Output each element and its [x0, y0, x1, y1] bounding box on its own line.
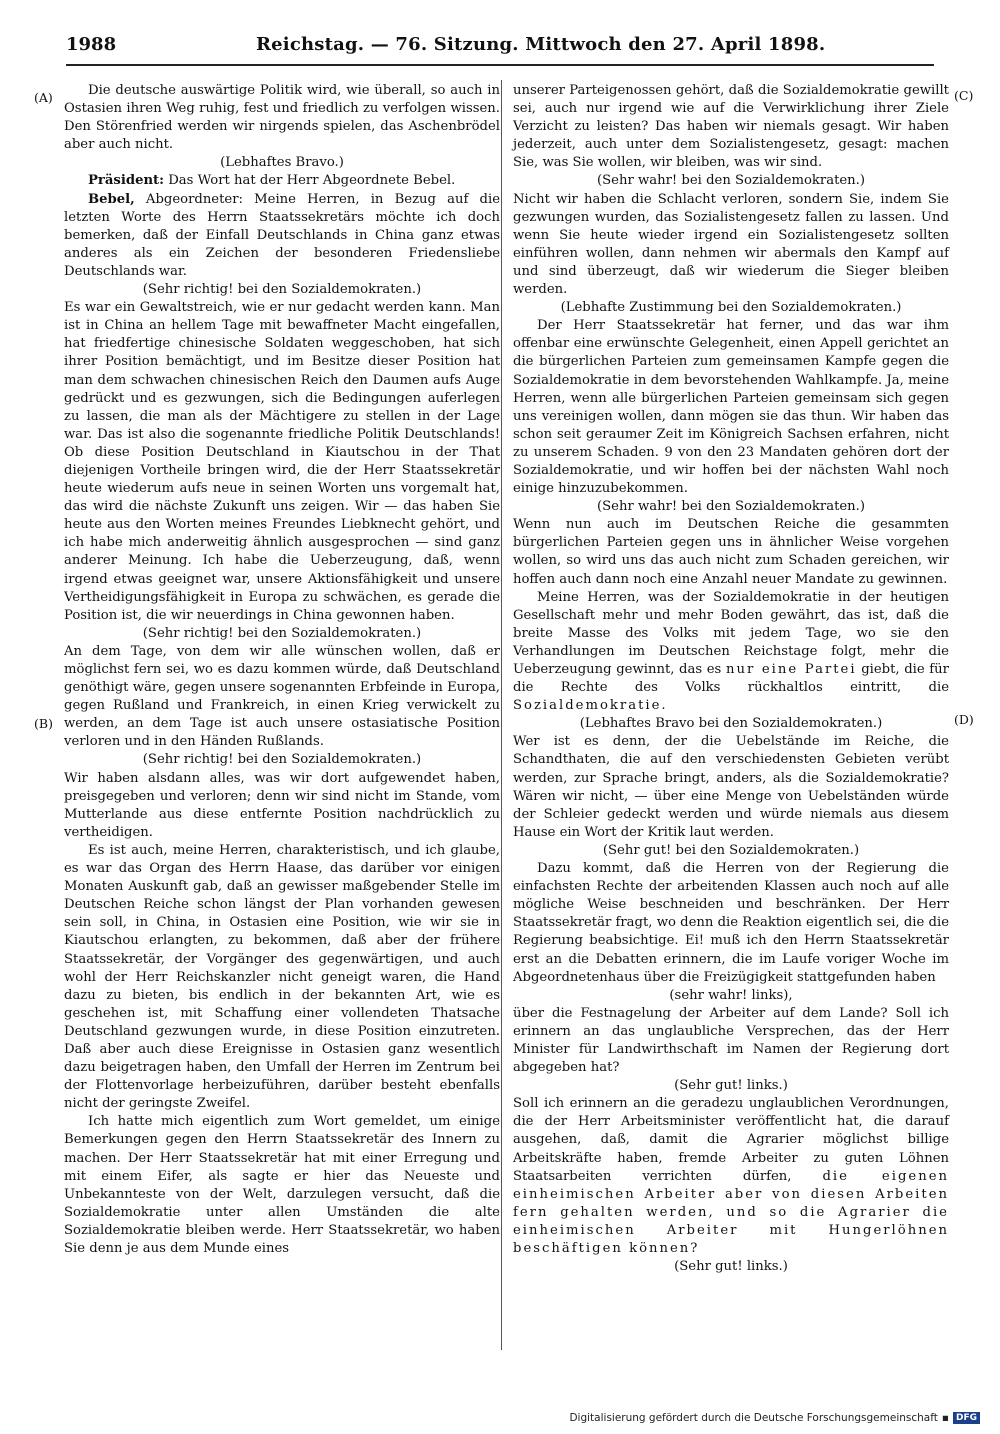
reaction: (Sehr wahr! bei den Sozialdemokraten.): [597, 499, 865, 515]
paragraph: Wir haben alsdann alles, was wir dort aufgewendet haben, preisgegeben und verloren; denn wir sind nicht im Stande, vom Mutterlande aus diese entfernte Position nachdrücklich zu vertheidigen.: [64, 770, 500, 840]
paragraph: [513, 1095, 949, 1258]
speaker-name: Präsident:: [88, 173, 165, 189]
page-title: Reichstag. — 76. Sitzung. Mittwoch den 27. April 1898.: [256, 34, 826, 55]
paragraph: Ich hatte mich eigentlich zum Wort gemeldet, um einige Bemerkungen gegen den Herrn Staatssekretär des Innern zu machen. Der Herr Staatssekretär hat mit einer Erregung und mit einem Eifer, als sagte er hier das Neueste und Unbekannteste von der Welt, darzulegen versucht, daß die Sozialdemokratie unter allen Umständen die alte Sozialdemokratie bleiben werde. Herr Staatssekretär, wo haben Sie denn je aus dem Munde eines: [64, 1114, 500, 1256]
reaction: (Sehr richtig! bei den Sozialdemokraten.): [142, 625, 422, 641]
emphasis-text: die eigenen einheimischen Arbeiter aber von diesen Arbeiten fern gehalten werden, und so die Agrarier die einheimischen Arbeiter mit Hungerlöhnen beschäftigen können?: [513, 1168, 949, 1256]
paragraph: Die deutsche auswärtige Politik wird, wie überall, so auch in Ostasien ihren Weg ruhig, fest und friedlich zu verfolgen wissen. Den Störenfried werden wir nirgends spielen, das Aschenbrödel aber auch nicht.: [64, 83, 500, 153]
reaction: (Sehr richtig! bei den Sozialdemokraten.): [142, 282, 422, 298]
reaction: (Lebhafte Zustimmung bei den Sozialdemokraten.): [560, 300, 902, 316]
paragraph: [64, 172, 500, 190]
paragraph: Wenn nun auch im Deutschen Reiche die gesammten bürgerlichen Parteien gegen uns in ähnlicher Weise vorgehen wollen, so wird uns das auch nicht zum Schaden gereichen, wir hoffen auch dann noch eine Anzahl neuer Mandate zu gewinnen.: [513, 517, 949, 587]
speech-text: Das Wort hat der Herr Abgeordnete Bebel.: [164, 173, 456, 189]
right-column: [513, 82, 949, 1276]
paragraph: An dem Tage, von dem wir alle wünschen wollen, daß er möglichst fern sei, wo es dazu kommen würde, daß Deutschland genöthigt wäre, gegen unsere sogenannten Erbfeinde in Europa, gegen Rußland und Frankreich, in einen Krieg verwickelt zu werden, an dem Tage ist auch unsere ostasiatische Position verloren und in den Händen Rußlands.: [64, 643, 500, 750]
paragraph: Es ist auch, meine Herren, charakteristisch, und ich glaube, es war das Organ des Herrn Haase, das darüber vor einigen Monaten Auskunft gab, daß an gewisser maßgebender Stelle im Deutschen Reiche schon längst der Plan vorhanden gewesen sein soll, in China, in Ostasien eine Position, wie wir sie in Kiautschou erlangten, zu bekommen, daß aber der frühere Staatssekretär, der Vorgänger des gegenwärtigen, und auch wohl der Herr Reichskanzler nicht geneigt waren, die Hand dazu zu bieten, bis endlich in der bekannten Art, wie es geschehen ist, mit Schaffung einer vollendeten Thatsache Deutschland gezwungen wurde, in diese Position einzutreten. Daß aber auch diese Ereignisse in Ostasien ganz wesentlich dazu beigetragen haben, den Umfall der Herren im Zentrum bei der Flottenvorlage herbeizuführen, darüber besteht ebenfalls nicht der geringste Zweifel.: [64, 842, 500, 1112]
dfg-logo-icon: ▪: [941, 1412, 949, 1424]
reaction: (Sehr wahr! bei den Sozialdemokraten.): [597, 173, 865, 189]
reaction: (Sehr richtig! bei den Sozialdemokraten.): [142, 752, 422, 768]
speech-text: Meine Herren, was der Sozialdemokratie in der heutigen Gesellschaft mehr und mehr Boden gewährt, das ist, daß die breite Masse des Volks mit jedem Tage, wo sie den Verhandlungen im Deutschen Reichstage folgt, mehr die Ueberzeugung gewinnt, das es: [513, 589, 949, 677]
page-header: [66, 28, 934, 68]
reaction: (sehr wahr! links),: [669, 987, 793, 1003]
emphasis-text: Sozialdemokratie.: [513, 698, 668, 714]
paragraph: Wer ist es denn, der die Uebelstände im Reiche, die Schandthaten, die auf den verschiedensten Gebieten verübt werden, zur Sprache bringt, anders, als die Sozialdemokratie? Wären wir nicht, — über eine Menge von Uebelständen würde der Schleier gedeckt werden und würde niemals aus diesem Hause ein Wort der Kritik laut werden.: [513, 734, 949, 840]
dfg-logo: DFG: [953, 1412, 980, 1424]
margin-marker-a: (A): [34, 90, 53, 105]
paragraph: [513, 589, 949, 716]
margin-marker-d: (D): [954, 712, 974, 727]
speaker-name: Bebel,: [88, 191, 135, 207]
margin-marker-c: (C): [954, 88, 974, 103]
paragraph: Es war ein Gewaltstreich, wie er nur gedacht werden kann. Man ist in China an hellem Tage mit bewaffneter Macht eingefallen, hat friedfertige chinesische Soldaten weggeschoben, hat sich ihrer Position bemächtigt, und im Besitze dieser Position hat man dem schwachen chinesischen Reich den Daumen aufs Auge gedrückt und es gezwungen, sich die Bedingungen auferlegen zu lassen, die man als der Mächtigere zu stellen in der Lage war. Das ist also die sogenannte friedliche Politik Deutschlands! Ob diese Position Deutschland in Kiautschou in der That diejenigen Vortheile bringen wird, die der Herr Staatssekretär heute wiederum aufs neue in seinen Worten uns vorgemalt hat, das wird die nächste Zukunft uns zeigen. Wir — das haben Sie heute aus den Worten meines Freundes Liebknecht gehört, und ich habe mich anderweitig ähnlich ausgesprochen — sind ganz anderer Meinung. Ich habe die Ueberzeugung, daß, wenn irgend etwas geeignet war, unsere Aktionsfähigkeit und unsere Vertheidigungsfähigkeit in Europa zu schwächen, es gerade die Position ist, die wir neuerdings in China gewonnen haben.: [64, 300, 500, 623]
reaction: (Sehr gut! bei den Sozialdemokraten.): [602, 842, 860, 858]
emphasis-text: nur eine Partei: [725, 662, 857, 677]
paragraph: Nicht wir haben die Schlacht verloren, sondern Sie, indem Sie gezwungen wurden, das Sozialistengesetz fallen zu lassen. Und wenn Sie heute wieder irgend ein Sozialistengesetz sollten einführen wollen, dann nehmen wir abermals den Kampf auf und sind überzeugt, daß wir wiederum die Sieger bleiben werden.: [513, 191, 949, 298]
paragraph: [64, 191, 500, 281]
paragraph: über die Festnagelung der Arbeiter auf dem Lande? Soll ich erinnern an das unglaubliche Versprechen, das der Herr Minister für Landwirthschaft im Namen der Regierung dort abgegeben hat?: [513, 1005, 949, 1076]
footer-text: Digitalisierung gefördert durch die Deutsche Forschungsgemeinschaft: [569, 1412, 938, 1424]
digitization-footer: [569, 1412, 980, 1424]
reaction: (Sehr gut! links.): [674, 1078, 788, 1094]
reaction: (Lebhaftes Bravo bei den Sozialdemokraten.): [579, 716, 883, 732]
header-rule: [66, 64, 934, 66]
column-divider: [501, 80, 502, 1350]
left-column: [64, 82, 500, 1258]
speech-text: Soll ich erinnern an die geradezu unglaublichen Verordnungen, die der Herr Arbeitsminister veröffentlicht hat, die darauf ausgehen, daß, damit die Agrarier möglichst billige Arbeitskräfte haben, fremde Arbeiter zu guten Löhnen Staatsarbeiten verrichten dürfen,: [513, 1096, 949, 1184]
reaction: (Lebhaftes Bravo.): [220, 155, 344, 171]
page-number: 1988: [66, 34, 117, 55]
speech-text: Abgeordneter: Meine Herren, in Bezug auf die letzten Worte des Herrn Staatssekretärs möchte ich doch bemerken, daß der Einfall Deutschlands in China ganz etwas anderes als ein Zeichen der besonderen Friedensliebe Deutschlands war.: [64, 191, 500, 279]
speech-text: giebt, die für die Rechte des Volks rückhaltlos eintritt, die: [513, 662, 949, 696]
margin-marker-b: (B): [34, 716, 53, 731]
paragraph: unserer Parteigenossen gehört, daß die Sozialdemokratie gewillt sei, auch nur irgend wie auf die Verwirklichung ihrer Ziele Verzicht zu leisten? Das haben wir niemals gesagt. Wir haben jederzeit, auch unter dem Sozialistengesetz, gesagt: machen Sie, was Sie wollen, wir bleiben, was wir sind.: [513, 83, 949, 171]
paragraph: Dazu kommt, daß die Herren von der Regierung die einfachsten Rechte der arbeitenden Klassen auch noch auf alle mögliche Weise beschneiden und beschränken. Der Herr Staatssekretär fragt, wo denn die Reaktion eigentlich sei, die die Regierung beabsichtige. Ei! muß ich den Herrn Staatssekretär erst an die Debatten erinnern, die im Laufe voriger Woche im Abgeordnetenhaus über die Freizügigkeit stattgefunden haben: [513, 861, 949, 985]
reaction: (Sehr gut! links.): [674, 1259, 788, 1275]
paragraph: Der Herr Staatssekretär hat ferner, und das war ihm offenbar eine erwünschte Gelegenheit, einen Appell gerichtet an die bürgerlichen Parteien zum gemeinsamen Kampfe gegen die Sozialdemokratie in dem bevorstehenden Wahlkampfe. Ja, meine Herren, wenn alle bürgerlichen Parteien gemeinsam sich gegen uns vereinigen wollen, dann mögen sie das thun. Wir haben das schon seit geraumer Zeit im Königreich Sachsen erfahren, nicht zu unserem Schaden. 9 von den 23 Mandaten gehören dort der Sozialdemokratie, und wir hoffen bei der nächsten Wahl noch einige hinzuzubekommen.: [513, 318, 949, 497]
